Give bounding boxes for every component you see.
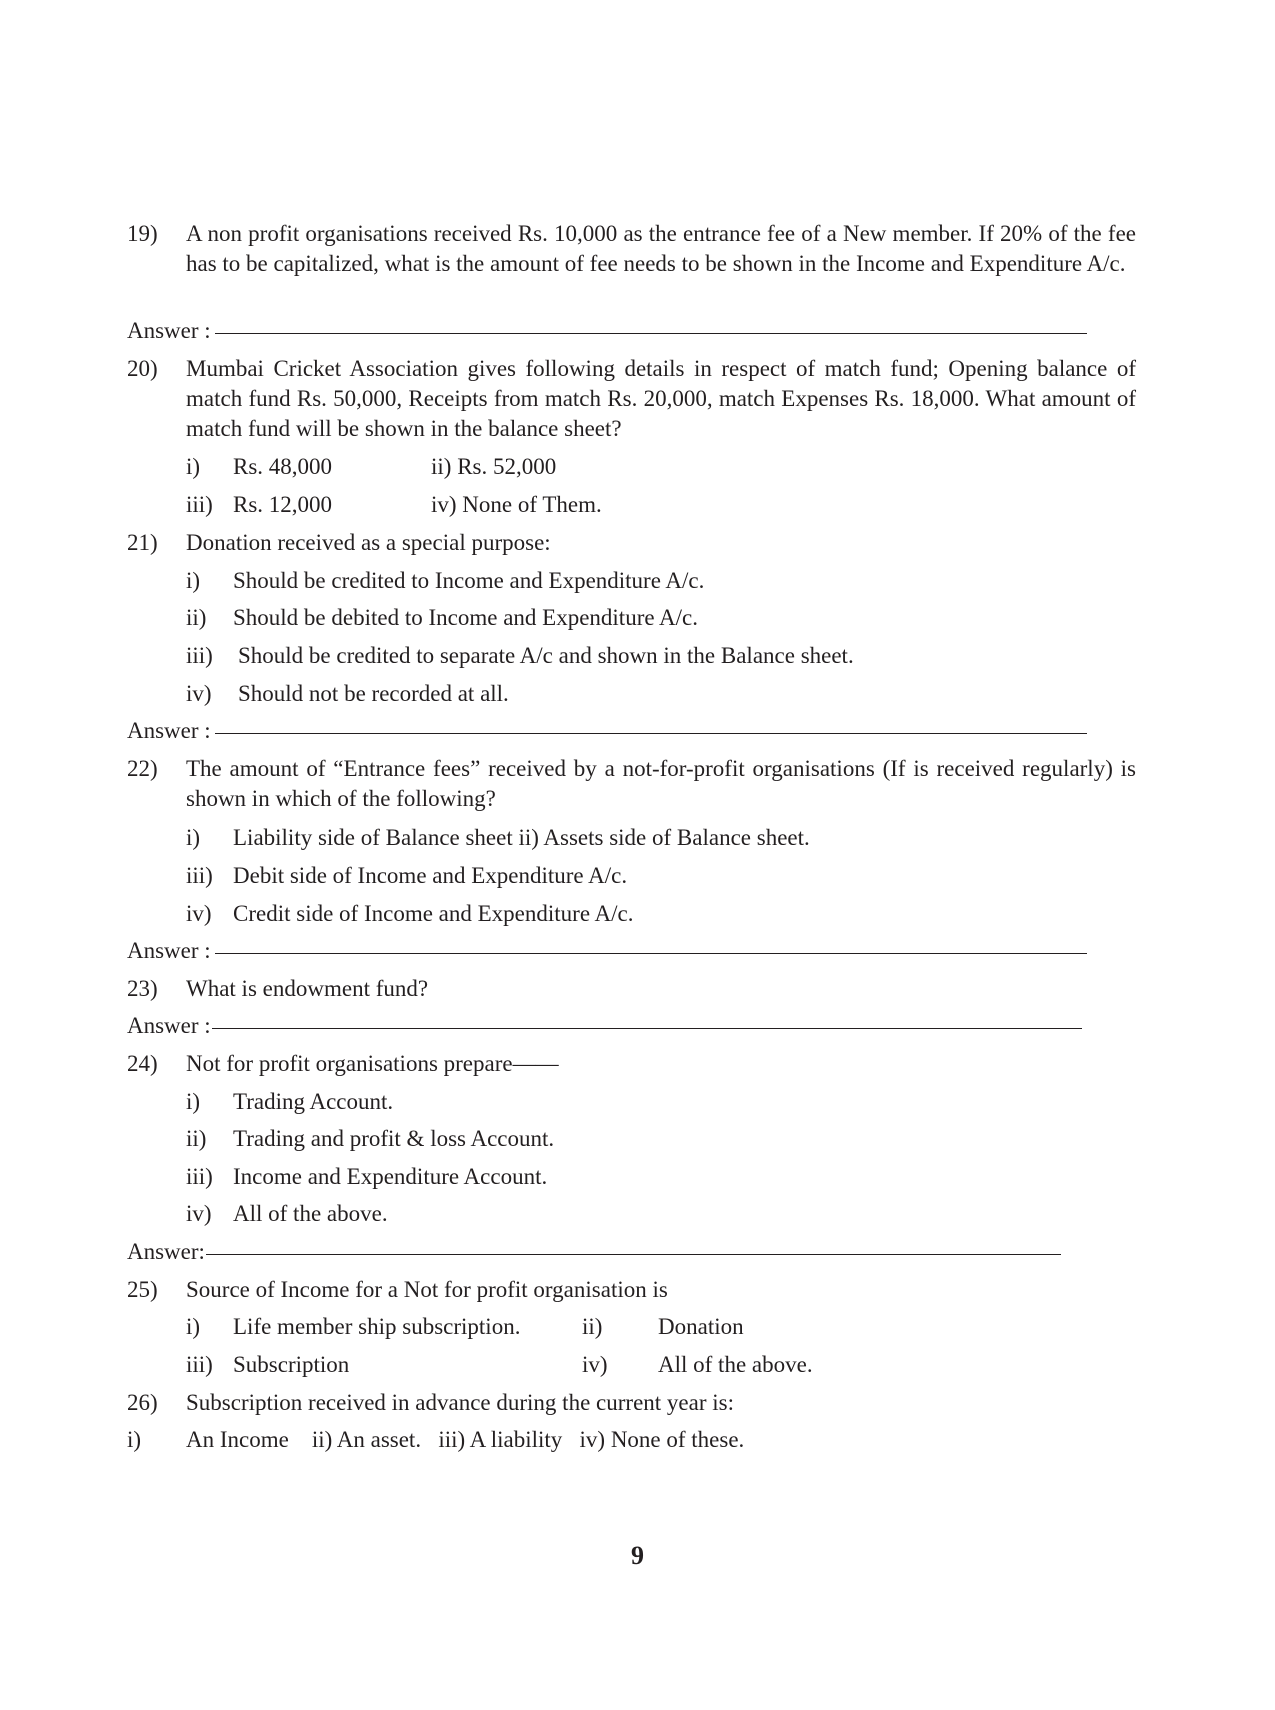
answer-label: Answer:: [127, 1239, 205, 1264]
q24-number: 24): [127, 1051, 158, 1076]
q22-option-2-text: Debit side of Income and Expenditure A/c.: [233, 863, 628, 888]
q25-number: 25): [127, 1277, 158, 1302]
q24-option-4-text: All of the above.: [233, 1201, 388, 1226]
q25-option-1-roman: i): [186, 1314, 201, 1339]
q23-answer-line: [127, 1011, 1082, 1041]
q25-option-3-roman: iii): [186, 1352, 213, 1377]
q20-number: 20): [127, 356, 158, 381]
q25-option-2-text: Donation: [658, 1314, 744, 1339]
q26-options-text: An Income ii) An asset. iii) A liability iv) None of these.: [186, 1427, 745, 1452]
q21-option-1-text: Should be credited to Income and Expenditure A/c.: [233, 568, 705, 593]
q20-option-3-roman: iii): [186, 492, 213, 517]
q20-option-3-text: Rs. 12,000: [233, 492, 333, 517]
q25-option-4-roman: iv): [582, 1352, 608, 1377]
q21-option-4-text: Should not be recorded at all.: [238, 681, 509, 706]
q24-option-3-text: Income and Expenditure Account.: [233, 1164, 548, 1189]
q25-text: Source of Income for a Not for profit organisation is: [186, 1277, 668, 1302]
q25-option-1-text: Life member ship subscription.: [233, 1314, 521, 1339]
answer-rule: [215, 733, 1087, 734]
q19-number: 19): [127, 221, 158, 246]
answer-rule: [206, 1254, 1061, 1255]
answer-rule: [215, 953, 1087, 954]
answer-rule: [215, 333, 1087, 334]
q26-number: 26): [127, 1390, 158, 1415]
q21-text: Donation received as a special purpose:: [186, 530, 551, 555]
q22-option-3-roman: iv): [186, 901, 212, 926]
q22-number: 22): [127, 756, 158, 781]
q25-option-4-text: All of the above.: [658, 1352, 813, 1377]
q21-option-2-text: Should be debited to Income and Expenditure A/c.: [233, 605, 698, 630]
answer-label: Answer :: [127, 1013, 211, 1038]
q24-answer-line: [127, 1237, 1061, 1267]
answer-label: Answer :: [127, 318, 211, 343]
q19-text: A non profit organisations received Rs. 10,000 as the entrance fee of a New member. If 20% of the fee has to be capitalized, what is the amount of fee needs to be shown in the Income and Expenditure A/c.: [186, 221, 1136, 276]
answer-label: Answer :: [127, 718, 211, 743]
q21-option-1-roman: i): [186, 568, 201, 593]
q20-option-1-text: Rs. 48,000: [233, 454, 333, 479]
q24-text: Not for profit organisations prepare——: [186, 1051, 559, 1076]
page-number: 9: [631, 1541, 644, 1570]
q22-answer-line: [127, 936, 1087, 966]
q22-option-1-roman: i): [186, 825, 201, 850]
q21-option-3-text: Should be credited to separate A/c and shown in the Balance sheet.: [238, 643, 854, 668]
q20-option-1-roman: i): [186, 454, 201, 479]
q24-option-2-roman: ii): [186, 1126, 207, 1151]
q26-text: Subscription received in advance during the current year is:: [186, 1390, 734, 1415]
q24-option-1-roman: i): [186, 1089, 201, 1114]
q21-answer-line: [127, 716, 1087, 746]
q22-text: The amount of “Entrance fees” received by a not-for-profit organisations (If is received regularly) is shown in which of the following?: [186, 756, 1136, 811]
q22-option-1-text: Liability side of Balance sheet ii) Assets side of Balance sheet.: [233, 825, 810, 850]
q21-option-3-roman: iii): [186, 643, 213, 668]
q23-number: 23): [127, 976, 158, 1001]
q24-option-2-text: Trading and profit & loss Account.: [233, 1126, 555, 1151]
q21-option-2-roman: ii): [186, 605, 207, 630]
answer-rule: [212, 1028, 1082, 1029]
q24-option-1-text: Trading Account.: [233, 1089, 394, 1114]
q20-option-4: iv) None of Them.: [431, 492, 602, 517]
q20-option-2: ii) Rs. 52,000: [431, 454, 557, 479]
q20-text: Mumbai Cricket Association gives following details in respect of match fund; Opening balance of match fund Rs. 50,000, Receipts from match Rs. 20,000, match Expenses Rs. 18,000. What amount of match fund will be shown in the balance sheet?: [186, 356, 1136, 441]
q21-option-4-roman: iv): [186, 681, 212, 706]
q21-number: 21): [127, 530, 158, 555]
q24-option-3-roman: iii): [186, 1164, 213, 1189]
q19-answer-line: [127, 316, 1087, 346]
q24-option-4-roman: iv): [186, 1201, 212, 1226]
q25-option-2-roman: ii): [582, 1314, 603, 1339]
q25-option-3-text: Subscription: [233, 1352, 350, 1377]
q22-option-3-text: Credit side of Income and Expenditure A/c.: [233, 901, 634, 926]
q26-option-roman: i): [127, 1427, 142, 1452]
q22-option-2-roman: iii): [186, 863, 213, 888]
answer-label: Answer :: [127, 938, 211, 963]
q23-text: What is endowment fund?: [186, 976, 429, 1001]
